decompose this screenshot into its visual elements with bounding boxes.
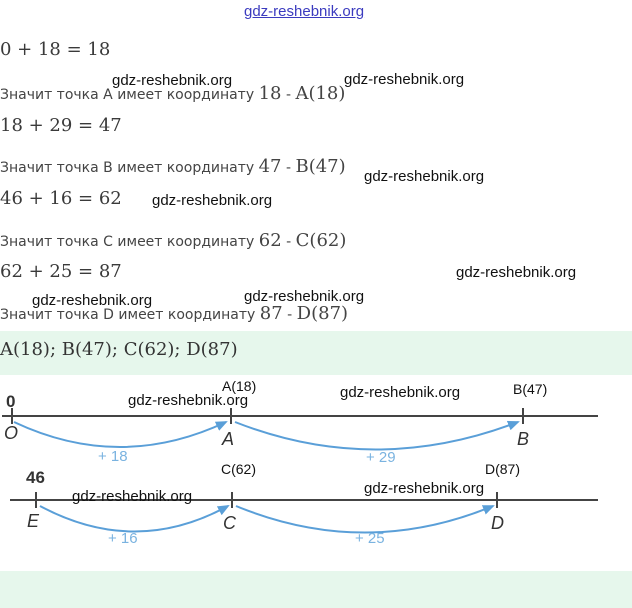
watermark: gdz-reshebnik.org [32,292,153,309]
point-b-label: B [517,429,530,449]
point-letter: D [103,307,114,323]
point-a-label: A [222,429,235,449]
watermark: gdz-reshebnik.org [364,480,485,497]
point-letter: B [103,160,113,176]
watermark: gdz-reshebnik.org [152,192,273,209]
equation-1: 0 + 18 = 18 [0,39,111,60]
number-line-figure [0,377,612,553]
statement-prefix: Значит точка [0,160,99,176]
coordinate-value: 62 [258,230,282,251]
statement-prefix: Значит точка [0,87,99,103]
point-d-label: D [491,513,504,533]
point-o-label: O [4,423,19,443]
watermark: gdz-reshebnik.org [364,168,485,185]
tag-d: D(87) [485,461,521,477]
coordinate-value: 87 [259,303,283,324]
statement-middle: имеет координату [117,87,255,103]
statement-middle: имеет координату [118,307,256,323]
watermark: gdz-reshebnik.org [456,264,577,281]
coordinate-value: 47 [258,156,282,177]
point-label: C(62) [295,230,347,251]
arc-label-18: + 18 [98,448,128,465]
statement-3: Значит точка C имеет координату 62 - C(62) [0,230,347,251]
start-value-46: 46 [26,468,45,487]
point-label: B(47) [295,156,346,177]
statement-middle: имеет координату [117,234,255,250]
point-label: D(87) [296,303,349,324]
arc-label-29: + 29 [366,449,396,466]
equation-3: 46 + 16 = 62 [0,188,122,209]
start-value-0: 0 [6,392,16,411]
arc-label-25: + 25 [355,530,385,547]
answer-text: A(18); B(47); C(62); D(87) [0,339,238,360]
statement-prefix: Значит точка [0,307,99,323]
equation-4: 62 + 25 = 87 [0,261,122,282]
watermark: gdz-reshebnik.org [344,71,465,88]
watermark: gdz-reshebnik.org [244,288,365,305]
watermark: gdz-reshebnik.org [72,488,193,505]
watermark: gdz-reshebnik.org [340,384,461,401]
point-letter: A [103,87,113,103]
statement-prefix: Значит точка [0,234,99,250]
tag-a: A(18) [222,378,257,394]
tag-b: B(47) [513,381,548,397]
arc-label-16: + 16 [108,530,138,547]
statement-4: Значит точка D имеет координату 87 - D(87) [0,303,349,324]
point-e-label: E [27,511,40,531]
statement-middle: имеет координату [117,160,255,176]
watermark: gdz-reshebnik.org [112,72,233,89]
statement-2: Значит точка B имеет координату 47 - B(47) [0,156,346,177]
watermark: gdz-reshebnik.org [128,392,249,409]
site-link[interactable]: gdz-reshebnik.org [244,3,365,20]
point-letter: C [103,234,113,250]
point-label: A(18) [295,83,346,104]
tag-c: C(62) [221,461,257,477]
point-c-label: C [223,513,236,533]
statement-1: Значит точка A имеет координату 18 - A(18) [0,83,346,104]
equation-2: 18 + 29 = 47 [0,115,122,136]
bottom-band [0,571,632,608]
coordinate-value: 18 [258,83,282,104]
